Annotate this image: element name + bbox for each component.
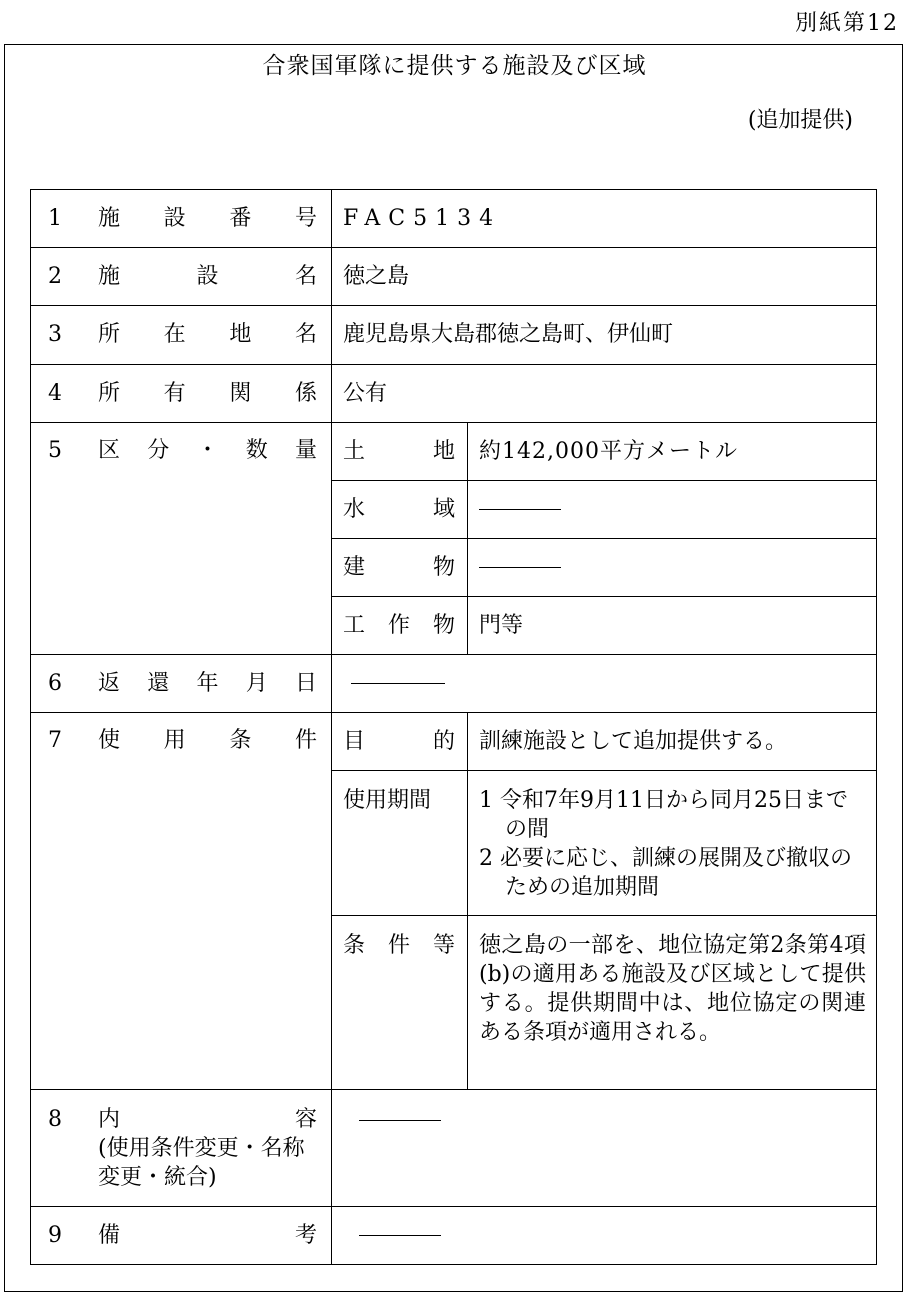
sublabel-water: 水 域 bbox=[343, 496, 455, 522]
value-structure: 門等 bbox=[479, 612, 524, 638]
sublabel-purpose: 目 的 bbox=[343, 728, 455, 754]
value-building bbox=[467, 538, 876, 596]
row-return-date-label: 6 返 還 年 月 日 bbox=[48, 670, 317, 696]
label-ownership: 所 有 関 係 bbox=[98, 380, 317, 406]
dash-placeholder bbox=[479, 509, 561, 510]
value-ownership: 公有 bbox=[343, 380, 388, 406]
sublabel-building: 建 物 bbox=[343, 554, 455, 580]
value-facility-number: FAC5134 bbox=[343, 205, 502, 231]
document-subtitle: (追加提供) bbox=[747, 108, 853, 133]
document-title: 合衆国軍隊に提供する施設及び区域 bbox=[262, 53, 647, 79]
value-purpose: 訓練施設として追加提供する。 bbox=[479, 728, 788, 754]
value-land: 約142,000平方メートル bbox=[479, 438, 738, 464]
dash-placeholder bbox=[479, 567, 561, 568]
value-return-date bbox=[331, 654, 876, 712]
annex-label: 別紙第12 bbox=[795, 11, 899, 36]
value-remarks bbox=[331, 1206, 876, 1264]
sublabel-land: 土 地 bbox=[343, 438, 455, 464]
value-usage-period bbox=[467, 770, 876, 915]
label-content: 内 容 bbox=[98, 1107, 317, 1132]
value-conditions: 徳之島の一部を、地位協定第2条第4項(b)の適用ある施設及び区域として提供する。提供期間中は、地位協定の関連ある条項が適用される。 bbox=[479, 933, 866, 1045]
label-category-quantity: 区 分 ・ 数 量 bbox=[98, 438, 317, 463]
value-facility-name: 徳之島 bbox=[343, 263, 410, 289]
period-item-2: 2 必要に応じ、訓練の展開及び撤収のための追加期間 bbox=[479, 846, 852, 900]
label-content-sub: (使用条件変更・名称変更・統合) bbox=[98, 1136, 305, 1190]
sublabel-structure: 工 作 物 bbox=[343, 612, 455, 638]
value-content bbox=[331, 1089, 876, 1206]
label-location: 所 在 地 名 bbox=[98, 322, 317, 347]
value-water bbox=[467, 480, 876, 538]
row-facility-name-label: 2 施 設 名 bbox=[48, 263, 317, 289]
sublabel-conditions: 条 件 等 bbox=[343, 933, 455, 958]
row-remarks-label: 9 備 考 bbox=[48, 1222, 317, 1248]
row-usage-conditions-label: 7 使 用 条 件 bbox=[48, 728, 317, 753]
dash-placeholder bbox=[359, 1235, 441, 1236]
row-category-quantity-label: 5 区 分 ・ 数 量 bbox=[48, 438, 317, 463]
label-remarks: 備 考 bbox=[98, 1222, 317, 1248]
label-facility-number: 施 設 番 号 bbox=[98, 205, 317, 231]
label-usage-conditions: 使 用 条 件 bbox=[98, 728, 317, 753]
value-location: 鹿児島県大島郡徳之島町、伊仙町 bbox=[343, 322, 674, 347]
period-item-1: 1 令和7年9月11日から同月25日までの間 bbox=[479, 788, 848, 842]
row-content-label: 8 内 容 (使用条件変更・名称変更・統合) bbox=[48, 1107, 317, 1190]
row-ownership-label: 4 所 有 関 係 bbox=[48, 380, 317, 406]
label-return-date: 返 還 年 月 日 bbox=[98, 670, 317, 696]
dash-placeholder bbox=[359, 1120, 441, 1121]
row-facility-number-label: 1 施 設 番 号 bbox=[48, 205, 317, 231]
row-location-label: 3 所 在 地 名 bbox=[48, 322, 317, 347]
sublabel-usage-period: 使用期間 bbox=[343, 788, 432, 813]
label-facility-name: 施 設 名 bbox=[98, 263, 317, 289]
dash-placeholder bbox=[351, 683, 445, 684]
